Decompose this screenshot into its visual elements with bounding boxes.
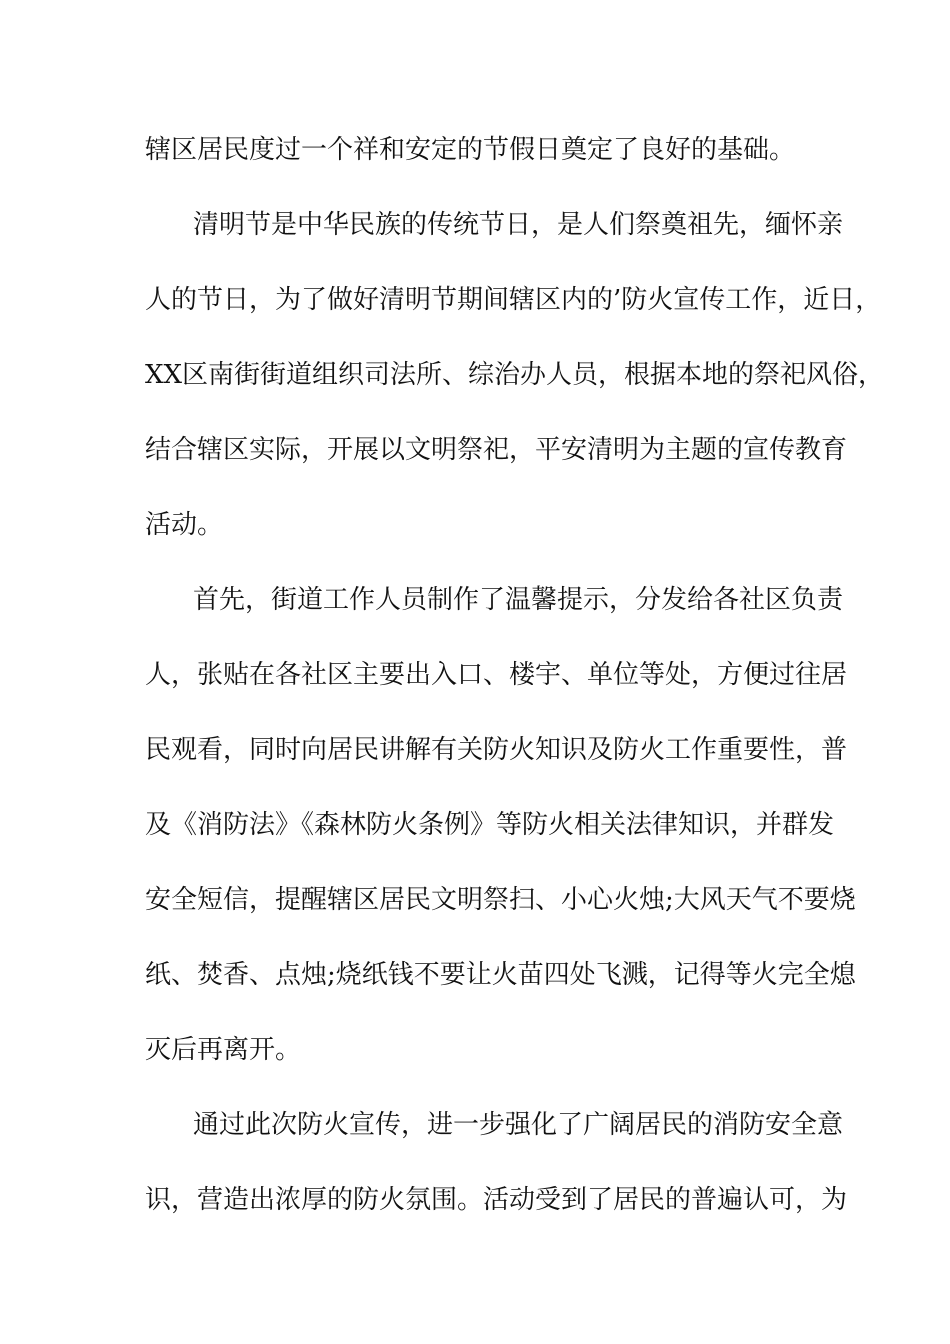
paragraph-line: XX区南街街道组织司法所、综治办人员，根据本地的祭祀风俗， bbox=[145, 360, 885, 390]
paragraph-line: 辖区居民度过一个祥和安定的节假日奠定了良好的基础。 bbox=[145, 135, 796, 165]
paragraph-line: 安全短信，提醒辖区居民文明祭扫、小心火烛;大风天气不要烧 bbox=[145, 885, 856, 915]
paragraph-line: 结合辖区实际，开展以文明祭祀，平安清明为主题的宣传教育 bbox=[145, 435, 848, 465]
paragraph-line: 民观看，同时向居民讲解有关防火知识及防火工作重要性，普 bbox=[145, 735, 848, 765]
paragraph-line: 及《消防法》《森林防火条例》等防火相关法律知识，并群发 bbox=[145, 810, 835, 840]
paragraph-line: 灭后再离开。 bbox=[145, 1035, 302, 1065]
paragraph-line: 人，张贴在各社区主要出入口、楼宇、单位等处，方便过往居 bbox=[145, 660, 848, 690]
paragraph-line: 清明节是中华民族的传统节日，是人们祭奠祖先，缅怀亲 bbox=[193, 210, 844, 240]
paragraph-line: 首先，街道工作人员制作了温馨提示，分发给各社区负责 bbox=[193, 585, 844, 615]
paragraph-line: 识，营造出浓厚的防火氛围。活动受到了居民的普遍认可，为 bbox=[145, 1185, 848, 1215]
paragraph-line: 人的节日，为了做好清明节期间辖区内的’防火宣传工作，近日， bbox=[145, 285, 882, 315]
paragraph-line: 纸、焚香、点烛;烧纸钱不要让火苗四处飞溅，记得等火完全熄 bbox=[145, 960, 856, 990]
paragraph-line: 活动。 bbox=[145, 510, 224, 540]
paragraph-line: 通过此次防火宣传，进一步强化了广阔居民的消防安全意 bbox=[193, 1110, 844, 1140]
